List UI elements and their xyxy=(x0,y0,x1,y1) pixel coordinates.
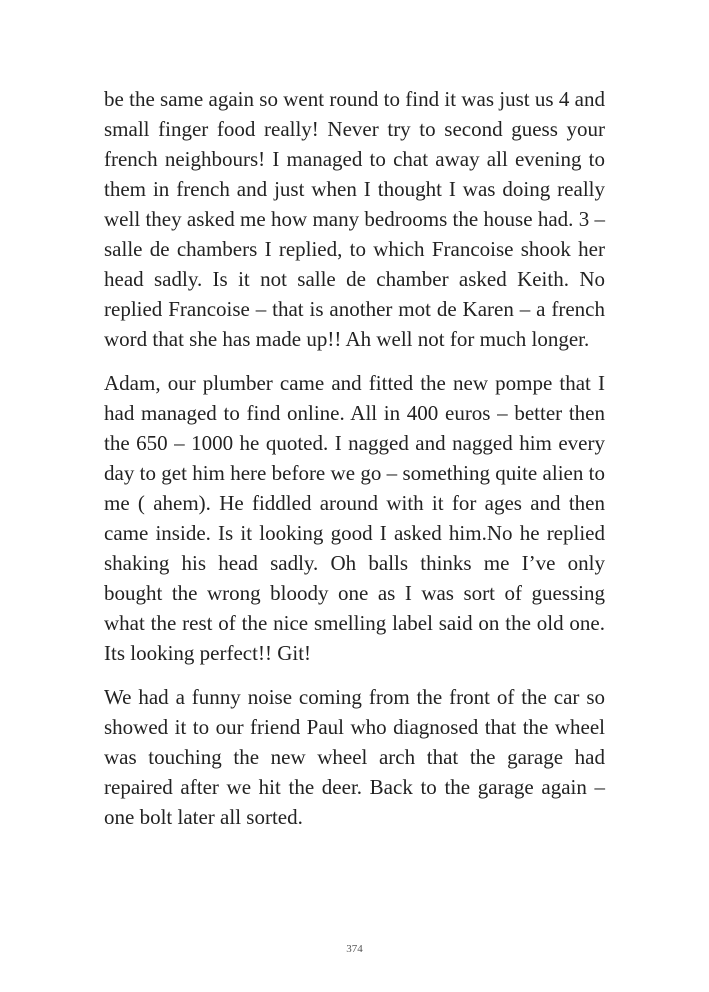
paragraph: be the same again so went round to find it was just us 4 and small finger food really! Never try to second guess your french neighbours! I managed to chat away all evening to them in french and just when I thought I was doing really well they asked me how many bedrooms the house had. 3 – salle de chambers I replied, to which Francoise shook her head sadly. Is it not salle de chamber asked Keith. No replied Francoise – that is another mot de Karen – a french word that she has made up!! Ah well not for much longer. xyxy=(104,87,605,351)
page-number: 374 xyxy=(346,943,363,955)
paragraph: Adam, our plumber came and fitted the new pompe that I had managed to find online. All in 400 euros – better then the 650 – 1000 he quoted. I nagged and nagged him every day to get him here before we go – something quite alien to me ( ahem). He fiddled around with it for ages and then came inside. Is it looking good I asked him.No he replied shaking his head sadly. Oh balls thinks me I’ve only bought the wrong bloody one as I was sort of guessing what the rest of the nice smelling label said on the old one. Its looking perfect!! Git! xyxy=(104,371,605,665)
paragraph: We had a funny noise coming from the front of the car so showed it to our friend Paul who diagnosed that the wheel was touching the new wheel arch that the garage had repaired after we hit the deer. Back to the garage again – one bolt later all sorted. xyxy=(104,685,605,829)
page-body xyxy=(104,84,605,846)
